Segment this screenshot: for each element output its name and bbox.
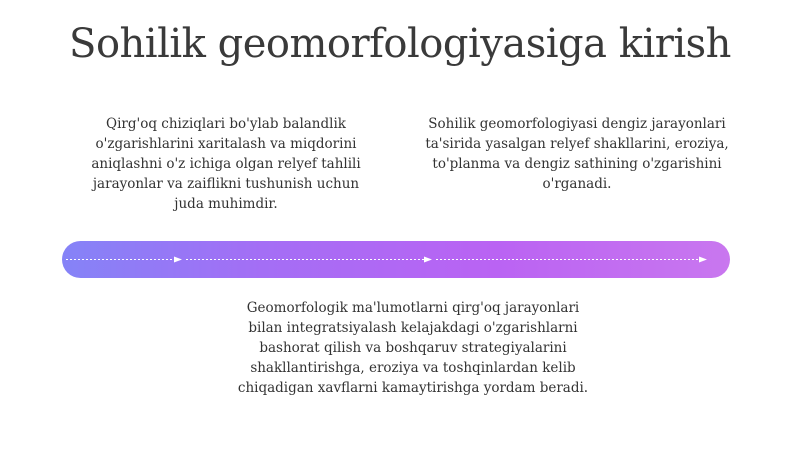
arrow-head-icon xyxy=(424,257,432,263)
text-block-bottom: Geomorfologik ma'lumotlarni qirg'oq jarayonlari bilan integratsiyalash kelajakdagi o'zgarishlarni bashorat qilish va boshqaruv strategiyalarini shakllantirishga, eroziya va toshqinlardan kelib chiqadigan xavflarni kamaytirishga yordam beradi. xyxy=(237,300,589,396)
slide-title: Sohilik geomorfologiyasiga kirish xyxy=(69,21,731,67)
text-block-left: Qirg'oq chiziqlari bo'ylab balandlik o'zgarishlarini xaritalash va miqdorini aniqlashni o'z ichiga olgan relyef tahlili jarayonlar va zaiflikni tushunish uchun juda muhimdir. xyxy=(91,116,361,212)
timeline-arrows xyxy=(62,241,730,278)
timeline-bar xyxy=(62,241,730,278)
arrow-head-icon xyxy=(174,257,182,263)
text-block-right: Sohilik geomorfologiyasi dengiz jarayonlari ta'sirida yasalgan relyef shakllarini, eroziya, to'planma va dengiz sathining o'zgarishini o'rganadi. xyxy=(425,116,729,192)
arrow-head-icon xyxy=(699,257,707,263)
